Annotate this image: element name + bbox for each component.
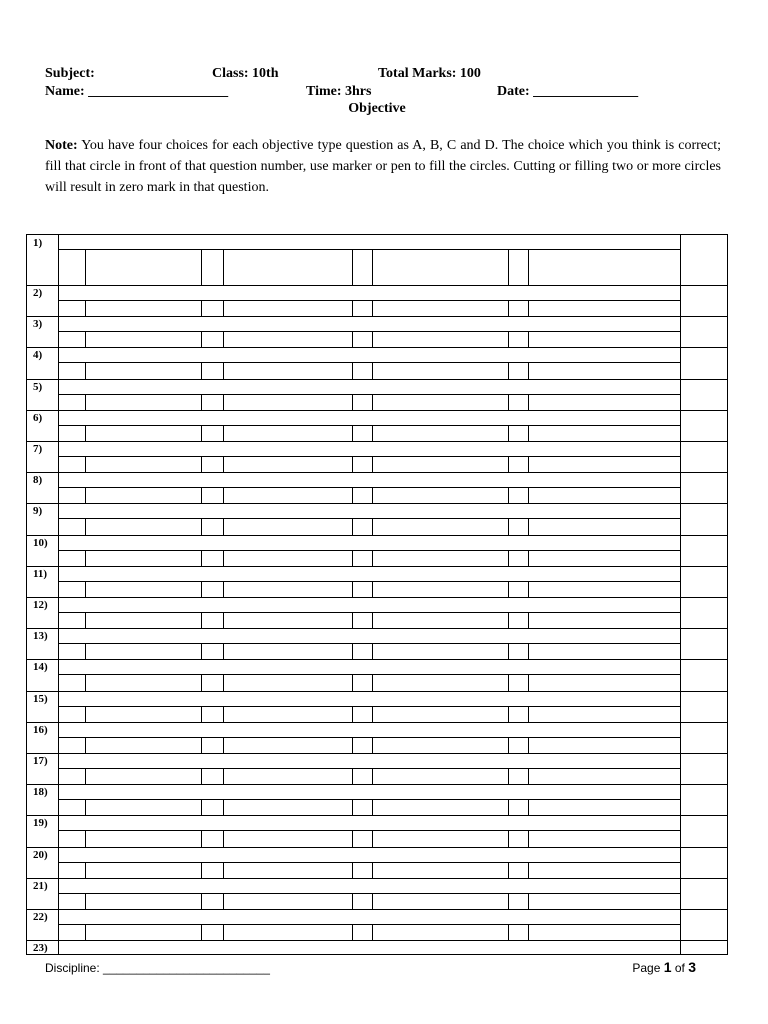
question-row-border [27, 410, 727, 411]
option-divider [508, 706, 509, 722]
option-divider [85, 331, 86, 347]
option-divider [201, 425, 202, 441]
option-divider [372, 331, 373, 347]
page-number [632, 959, 696, 975]
question-number: 22) [33, 911, 48, 923]
question-option-separator [58, 362, 680, 363]
option-divider [85, 737, 86, 753]
page-total: 3 [688, 959, 696, 975]
option-divider [85, 924, 86, 940]
question-number: 4) [33, 349, 43, 362]
option-divider [223, 768, 224, 784]
option-divider [201, 862, 202, 878]
option-divider [352, 550, 353, 566]
option-divider [352, 799, 353, 815]
option-divider [223, 550, 224, 566]
question-number: 21) [33, 879, 48, 892]
option-divider [372, 893, 373, 909]
option-divider [352, 425, 353, 441]
option-divider [508, 643, 509, 659]
question-number: 19) [33, 817, 48, 830]
question-row-border [27, 847, 727, 848]
question-row-border [27, 347, 727, 348]
section-title: Objective [348, 101, 406, 116]
question-option-separator [58, 893, 680, 894]
option-divider [223, 362, 224, 378]
question-row-border [27, 940, 727, 941]
question-row-border [27, 316, 727, 317]
option-divider [201, 456, 202, 472]
option-divider [508, 362, 509, 378]
option-divider [223, 425, 224, 441]
option-divider [352, 581, 353, 597]
option-divider [352, 924, 353, 940]
option-divider [223, 893, 224, 909]
option-divider [201, 706, 202, 722]
note-text: You have four choices for each objective type question as A, B, C and D. The choice which you think is correct; fill that circle in front of that question number, use marker or pen to fill the circles. Cutting or filling two or more circles will result in zero mark in that question. [45, 138, 721, 195]
question-row-border [27, 909, 727, 910]
question-number: 5) [33, 380, 43, 393]
question-row-border [27, 566, 727, 567]
option-divider [201, 362, 202, 378]
option-divider [528, 550, 529, 566]
option-divider [372, 550, 373, 566]
subject-label: Subject: [45, 66, 95, 81]
question-option-separator [58, 249, 680, 250]
option-divider [528, 518, 529, 534]
question-number: 9) [33, 505, 43, 518]
option-divider [223, 518, 224, 534]
question-row-border [27, 753, 727, 754]
question-row-border [27, 535, 727, 536]
option-divider [201, 737, 202, 753]
option-divider [352, 300, 353, 316]
option-divider [352, 249, 353, 285]
option-divider [352, 893, 353, 909]
option-divider [223, 737, 224, 753]
question-row-border [27, 503, 727, 504]
option-divider [223, 706, 224, 722]
question-option-separator [58, 487, 680, 488]
question-row-border [27, 472, 727, 473]
question-row-border [27, 379, 727, 380]
question-number: 12) [33, 599, 48, 611]
question-option-separator [58, 456, 680, 457]
option-divider [85, 862, 86, 878]
option-divider [223, 487, 224, 503]
option-divider [85, 300, 86, 316]
option-divider [352, 518, 353, 534]
option-divider [201, 581, 202, 597]
option-divider [352, 768, 353, 784]
option-divider [508, 768, 509, 784]
option-divider [372, 362, 373, 378]
option-divider [85, 706, 86, 722]
option-divider [223, 331, 224, 347]
option-divider [508, 674, 509, 690]
question-row-border [27, 597, 727, 598]
instructions-note [45, 135, 721, 198]
question-option-separator [58, 518, 680, 519]
option-divider [528, 862, 529, 878]
option-divider [223, 674, 224, 690]
option-divider [85, 456, 86, 472]
question-number: 2) [33, 287, 43, 299]
option-divider [201, 830, 202, 846]
option-divider [201, 331, 202, 347]
option-divider [508, 487, 509, 503]
option-divider [201, 249, 202, 285]
option-divider [528, 799, 529, 815]
option-divider [372, 830, 373, 846]
date-field[interactable]: Date: _______________ [497, 84, 639, 99]
question-row-border [27, 784, 727, 785]
option-divider [508, 249, 509, 285]
option-divider [372, 674, 373, 690]
question-option-separator [58, 706, 680, 707]
question-option-separator [58, 643, 680, 644]
option-divider [372, 862, 373, 878]
option-divider [201, 799, 202, 815]
option-divider [372, 706, 373, 722]
question-option-separator [58, 394, 680, 395]
option-divider [201, 643, 202, 659]
option-divider [528, 674, 529, 690]
option-divider [352, 612, 353, 628]
page-word: Page [632, 961, 664, 975]
class-label: Class: 10th [212, 66, 279, 81]
option-divider [201, 518, 202, 534]
question-option-separator [58, 830, 680, 831]
option-divider [372, 924, 373, 940]
option-divider [85, 799, 86, 815]
option-divider [85, 550, 86, 566]
answer-table [26, 234, 728, 955]
option-divider [508, 425, 509, 441]
option-divider [372, 612, 373, 628]
option-divider [201, 550, 202, 566]
option-divider [85, 487, 86, 503]
option-divider [508, 612, 509, 628]
option-divider [223, 300, 224, 316]
option-divider [372, 643, 373, 659]
option-divider [85, 768, 86, 784]
question-row-border [27, 815, 727, 816]
option-divider [201, 612, 202, 628]
option-divider [352, 737, 353, 753]
option-divider [201, 924, 202, 940]
question-number: 8) [33, 474, 43, 487]
option-divider [508, 300, 509, 316]
option-divider [372, 768, 373, 784]
question-row-border [27, 878, 727, 879]
question-number: 23) [33, 942, 48, 955]
option-divider [85, 362, 86, 378]
option-divider [372, 737, 373, 753]
question-option-separator [58, 612, 680, 613]
question-row-border [27, 441, 727, 442]
option-divider [372, 249, 373, 285]
option-divider [223, 799, 224, 815]
note-label: Note: [45, 138, 78, 153]
option-divider [201, 487, 202, 503]
question-number: 16) [33, 723, 48, 736]
question-number: 6) [33, 411, 43, 424]
option-divider [85, 674, 86, 690]
question-option-separator [58, 425, 680, 426]
question-row-border [27, 722, 727, 723]
option-divider [508, 830, 509, 846]
question-option-separator [58, 799, 680, 800]
question-option-separator [58, 300, 680, 301]
option-divider [528, 362, 529, 378]
question-number: 3) [33, 318, 43, 331]
page-current: 1 [663, 959, 672, 975]
option-divider [352, 362, 353, 378]
option-divider [223, 456, 224, 472]
discipline-field[interactable]: Discipline: _________________________ [45, 961, 270, 975]
option-divider [85, 612, 86, 628]
option-divider [352, 487, 353, 503]
option-divider [528, 300, 529, 316]
option-divider [528, 830, 529, 846]
option-divider [201, 674, 202, 690]
option-divider [85, 830, 86, 846]
option-divider [223, 830, 224, 846]
option-divider [372, 487, 373, 503]
option-divider [508, 581, 509, 597]
option-divider [201, 893, 202, 909]
option-divider [223, 612, 224, 628]
option-divider [352, 456, 353, 472]
option-divider [528, 249, 529, 285]
option-divider [528, 425, 529, 441]
question-option-separator [58, 581, 680, 582]
option-divider [528, 331, 529, 347]
question-number: 11) [33, 567, 48, 580]
option-divider [223, 924, 224, 940]
option-divider [201, 300, 202, 316]
question-option-separator [58, 550, 680, 551]
question-option-separator [58, 674, 680, 675]
option-divider [85, 643, 86, 659]
question-number: 15) [33, 692, 48, 705]
question-row-border [27, 691, 727, 692]
option-divider [508, 893, 509, 909]
option-divider [528, 706, 529, 722]
option-divider [528, 456, 529, 472]
option-divider [372, 394, 373, 410]
question-number: 18) [33, 786, 48, 799]
option-divider [372, 581, 373, 597]
option-divider [528, 924, 529, 940]
option-divider [508, 331, 509, 347]
question-option-separator [58, 862, 680, 863]
option-divider [85, 425, 86, 441]
option-divider [85, 581, 86, 597]
option-divider [201, 394, 202, 410]
option-divider [528, 612, 529, 628]
option-divider [508, 456, 509, 472]
option-divider [508, 862, 509, 878]
option-divider [352, 830, 353, 846]
option-divider [223, 394, 224, 410]
option-divider [528, 893, 529, 909]
question-option-separator [58, 331, 680, 332]
question-number: 13) [33, 630, 48, 643]
option-divider [528, 581, 529, 597]
option-divider [352, 394, 353, 410]
time-label: Time: 3hrs [306, 84, 372, 99]
option-divider [528, 394, 529, 410]
option-divider [372, 300, 373, 316]
option-divider [372, 425, 373, 441]
question-option-separator [58, 924, 680, 925]
option-divider [352, 706, 353, 722]
option-divider [85, 249, 86, 285]
question-option-separator [58, 737, 680, 738]
option-divider [508, 394, 509, 410]
option-divider [201, 768, 202, 784]
option-divider [508, 737, 509, 753]
option-divider [352, 643, 353, 659]
name-field[interactable]: Name: ____________________ [45, 84, 229, 99]
option-divider [372, 799, 373, 815]
option-divider [85, 518, 86, 534]
option-divider [352, 674, 353, 690]
question-number: 1) [33, 237, 43, 249]
option-divider [85, 394, 86, 410]
option-divider [372, 456, 373, 472]
question-option-separator [58, 768, 680, 769]
total-marks-label: Total Marks: 100 [378, 66, 481, 81]
option-divider [223, 581, 224, 597]
option-divider [508, 550, 509, 566]
question-number: 10) [33, 536, 48, 549]
option-divider [85, 893, 86, 909]
option-divider [508, 924, 509, 940]
option-divider [352, 331, 353, 347]
option-divider [223, 643, 224, 659]
option-divider [352, 862, 353, 878]
question-row-border [27, 285, 727, 286]
option-divider [372, 518, 373, 534]
question-row-border [27, 659, 727, 660]
option-divider [223, 249, 224, 285]
question-number: 7) [33, 443, 43, 455]
option-divider [508, 799, 509, 815]
option-divider [528, 643, 529, 659]
question-number: 17) [33, 755, 48, 767]
question-row-border [27, 628, 727, 629]
option-divider [528, 768, 529, 784]
option-divider [528, 487, 529, 503]
question-number: 20) [33, 848, 48, 861]
page-of: of [671, 961, 689, 975]
option-divider [508, 518, 509, 534]
option-divider [528, 737, 529, 753]
question-number: 14) [33, 661, 48, 674]
option-divider [223, 862, 224, 878]
